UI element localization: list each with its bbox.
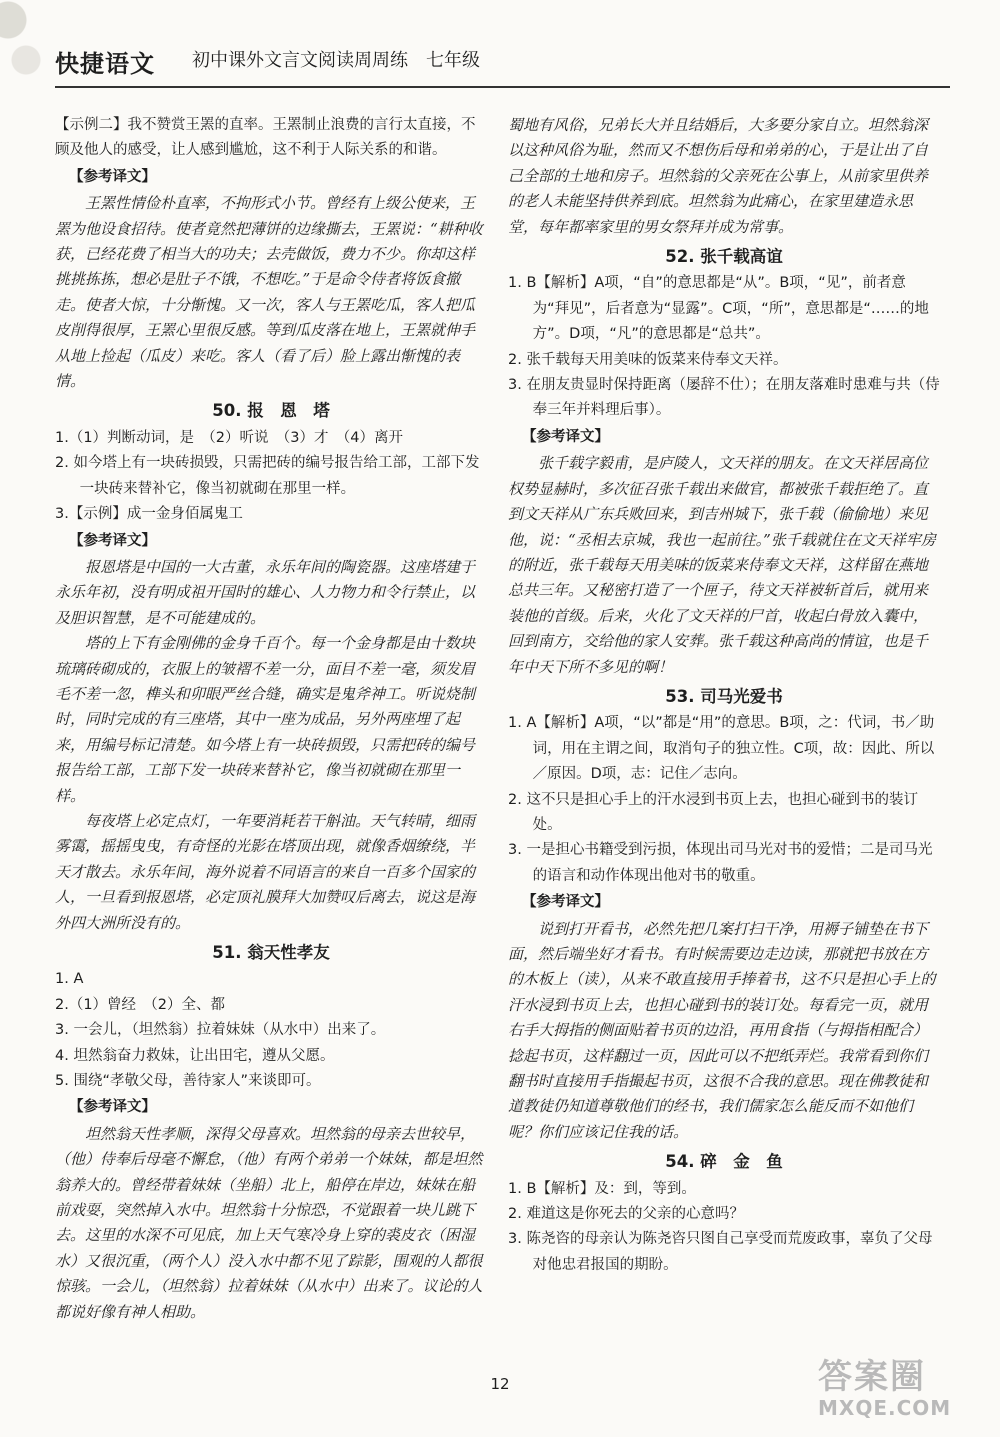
watermark-text: 答案圈 bbox=[818, 1357, 926, 1397]
answer-50-1: 1.（1）判断动词，是 （2）听说 （3）才 （4）离开 bbox=[55, 429, 403, 446]
watermark-url: MXQE.COM bbox=[818, 1396, 952, 1420]
answer-52-3: 3. 在朋友贵显时保持距离（屡辞不仕）；在朋友落难时患难与共（侍奉三年并料理后事）。 bbox=[508, 377, 940, 419]
section-title-50: 50. 报 恩 塔 bbox=[212, 401, 330, 421]
answer-53-3: 3. 一是担心书籍受到污损，体现出司马光对书的爱惜；二是司马光的语言和动作体现出他对书的敬重。 bbox=[508, 842, 933, 884]
answer-51-1: 1. A bbox=[55, 971, 84, 988]
answer-51-5: 5. 围绕“孝敬父母，善待家人”来谈即可。 bbox=[55, 1073, 321, 1090]
translation-paragraph: 报恩塔是中国的一大古董，永乐年间的陶瓷器。这座塔建于永乐年初，没有明成祖开国时的雄心、人力物力和令行禁止，以及胆识智慧，是不可能建成的。 bbox=[55, 557, 476, 627]
answer-52-2: 2. 张千载每天用美味的饭菜来侍奉文天祥。 bbox=[508, 351, 788, 368]
reference-translation-label: 【参考译文】 bbox=[522, 894, 609, 911]
reference-translation-label: 【参考译文】 bbox=[69, 1099, 156, 1116]
section-title-54: 54. 碎 金 鱼 bbox=[665, 1152, 783, 1172]
section-title-53: 53. 司马光爱书 bbox=[665, 686, 783, 706]
reference-translation-label: 【参考译文】 bbox=[522, 428, 609, 445]
answer-50-2: 2. 如今塔上有一块砖损毁，只需把砖的编号报告给工部，工部下发一块砖来替补它，像当初就砌在那里一样。 bbox=[55, 455, 480, 497]
left-column bbox=[55, 113, 487, 1325]
answer-50-3: 3.【示例】成一金身佰属鬼工 bbox=[55, 506, 243, 523]
answer-53-1: 1. A【解析】A项，“以”都是“用”的意思。B项，之：代词，书／助词，用在主谓之间，取消句子的独立性。C项，故：因此、所以／原因。D项，志：记住／志向。 bbox=[508, 715, 935, 783]
translation-paragraph: 塔的上下有金刚佛的金身千百个。每一个金身都是由十数块琉璃砖砌成的，衣服上的皱褶不差一分，面目不差一毫，须发眉毛不差一忽，榫头和卯眼严丝合缝，确实是鬼斧神工。听说烧制时，同时完成的有三座塔，其中一座为成品，另外两座埋了起来，用编号标记清楚。如今塔上有一块砖损毁，只需把砖的编号报告给工部，工部下发一块砖来替补它，像当初就砌在那里一样。 bbox=[55, 634, 476, 805]
reference-translation-label: 【参考译文】 bbox=[69, 168, 156, 185]
translation-paragraph: 每夜塔上必定点灯，一年要消耗若干斛油。天气转晴，细雨雾霭，摇摇曳曳，有奇怪的光影在塔顶出现，就像香烟缭绕，半天才散去。永乐年间，海外说着不同语言的来自一百多个国家的人，一旦看到报恩塔，必定顶礼膜拜大加赞叹后离去，说这是海外四大洲所没有的。 bbox=[55, 811, 476, 932]
page-number: 12 bbox=[490, 1375, 510, 1393]
watermark-logo bbox=[818, 1358, 990, 1430]
translation-continuation: 蜀地有风俗，兄弟长大并且结婚后，大多要分家自立。坦然翁深以这种风俗为耻，然而又不想伤后母和弟弟的心，于是让出了自己全部的土地和房子。坦然翁的父亲死在公事上，从前家里供养的老人未能坚持供养到底。坦然翁为此痛心，在家里建造永思堂，每年都率家里的男女祭拜并成为常事。 bbox=[508, 116, 929, 236]
example-2: 【示例二】我不赞赏王罴的直率。王罴制止浪费的言行太直接，不顾及他人的感受，让人感到尴尬，这不利于人际关系的和谐。 bbox=[55, 117, 476, 159]
series-name: 初中课外文言文阅读周周练 bbox=[192, 50, 408, 71]
page-header bbox=[0, 0, 1000, 100]
answer-54-3: 3. 陈尧咨的母亲认为陈尧咨只图自己享受而荒废政事，辜负了父母对他忠君报国的期盼。 bbox=[508, 1231, 933, 1273]
translation-paragraph: 王罴性情俭朴直率，不拘形式小节。曾经有上级公使来，王罴为他设食招待。使者竟然把薄饼的边缘撕去，王罴说：“耕种收获，已经花费了相当大的功夫；去壳做饭，费力不少。你却这样挑挑拣拣，想必是肚子不饿，不想吃。”于是命令侍者将饭食撤走。使者大惊，十分惭愧。又一次，客人与王罴吃瓜，客人把瓜皮削得很厚，王罴心里很反感。等到瓜皮落在地上，王罴就伸手从地上捡起（瓜皮）来吃。客人（看了后）脸上露出惭愧的表情。 bbox=[55, 194, 483, 391]
answer-51-2: 2.（1）曾经 （2）全、都 bbox=[55, 996, 226, 1013]
answer-53-2: 2. 这不只是担心手上的汗水浸到书页上去，也担心碰到书的装订处。 bbox=[508, 791, 918, 833]
book-subtitle bbox=[192, 46, 498, 72]
answer-54-2: 2. 难道这是你死去的父亲的心意吗？ bbox=[508, 1206, 744, 1223]
answer-54-1: 1. B【解析】及：到，等到。 bbox=[508, 1180, 696, 1197]
right-column bbox=[508, 113, 940, 1278]
header-decoration bbox=[0, 0, 48, 100]
section-title-52: 52. 张千载高谊 bbox=[665, 247, 783, 267]
answer-51-4: 4. 坦然翁奋力救妹，让出田宅，遵从父愿。 bbox=[55, 1047, 335, 1064]
translation-paragraph: 坦然翁天性孝顺，深得父母喜欢。坦然翁的母亲去世较早，（他）侍奉后母毫不懈怠，（他）有两个弟弟一个妹妹，都是坦然翁养大的。曾经带着妹妹（坐船）北上，船停在岸边，妹妹在船前戏耍，突然掉入水中。坦然翁十分惊恐，不觉跟着一块儿跳下去。这里的水深不可见底，加上天气寒冷身上穿的裘皮衣（困湿水）又很沉重，（两个人）没入水中都不见了踪影，围观的人都很惊骇。一会儿，（坦然翁）拉着妹妹（从水中）出来了。议论的人都说好像有神人相助。 bbox=[55, 1124, 483, 1321]
section-title-51: 51. 翁天性孝友 bbox=[212, 943, 330, 962]
answer-52-1: 1. B【解析】A项，“自”的意思都是“从”。B项，“见”，前者意为“拜见”，后者意为“显露”。C项，“所”，意思都是“……的地方”。D项，“凡”的意思都是“总共”。 bbox=[508, 275, 929, 343]
brand-title: 快捷语文 bbox=[55, 50, 155, 78]
grade-label: 七年级 bbox=[426, 50, 480, 71]
translation-paragraph: 张千载字毅甫，是庐陵人，文天祥的朋友。在文天祥居高位权势显赫时，多次征召张千载出来做官，都被张千载拒绝了。直到文天祥从广东兵败回来，到吉州城下，张千载（偷偷地）来见他，说：“丞相去京城，我也一起前往。”张千载就住在文天祥牢房的附近，张千载每天用美味的饭菜来侍奉文天祥，这样留在燕地总共三年。又秘密打造了一个匣子，待文天祥被斩首后，就用来装他的首级。后来，火化了文天祥的尸首，收起白骨放入囊中，回到南方，交给他的家人安葬。张千载这种高尚的情谊，也是千年中天下所不多见的啊！ bbox=[508, 454, 936, 676]
answer-51-3: 3. 一会儿，（坦然翁）拉着妹妹（从水中）出来了。 bbox=[55, 1022, 386, 1039]
reference-translation-label: 【参考译文】 bbox=[69, 532, 156, 549]
header-rule bbox=[55, 86, 950, 88]
translation-paragraph: 说到打开看书，必然先把几案打扫干净，用褥子铺垫在书下面，然后端坐好才看书。有时候需要边走边读，那就把书放在方的木板上（读），从来不敢直接用手捧着书，这不只是担心手上的汗水浸到书页上去，也担心碰到书的装订处。每看完一页，就用右手大拇指的侧面贴着书页的边沿，再用食指（与拇指相配合）捻起书页，这样翻过一页，因此可以不把纸弄烂。我常看到你们翻书时直接用手指撮起书页，这很不合我的意思。现在佛教徒和道教徒仍知道尊敬他们的经书，我们儒家怎么能反而不如他们呢？你们应该记住我的话。 bbox=[508, 919, 936, 1141]
